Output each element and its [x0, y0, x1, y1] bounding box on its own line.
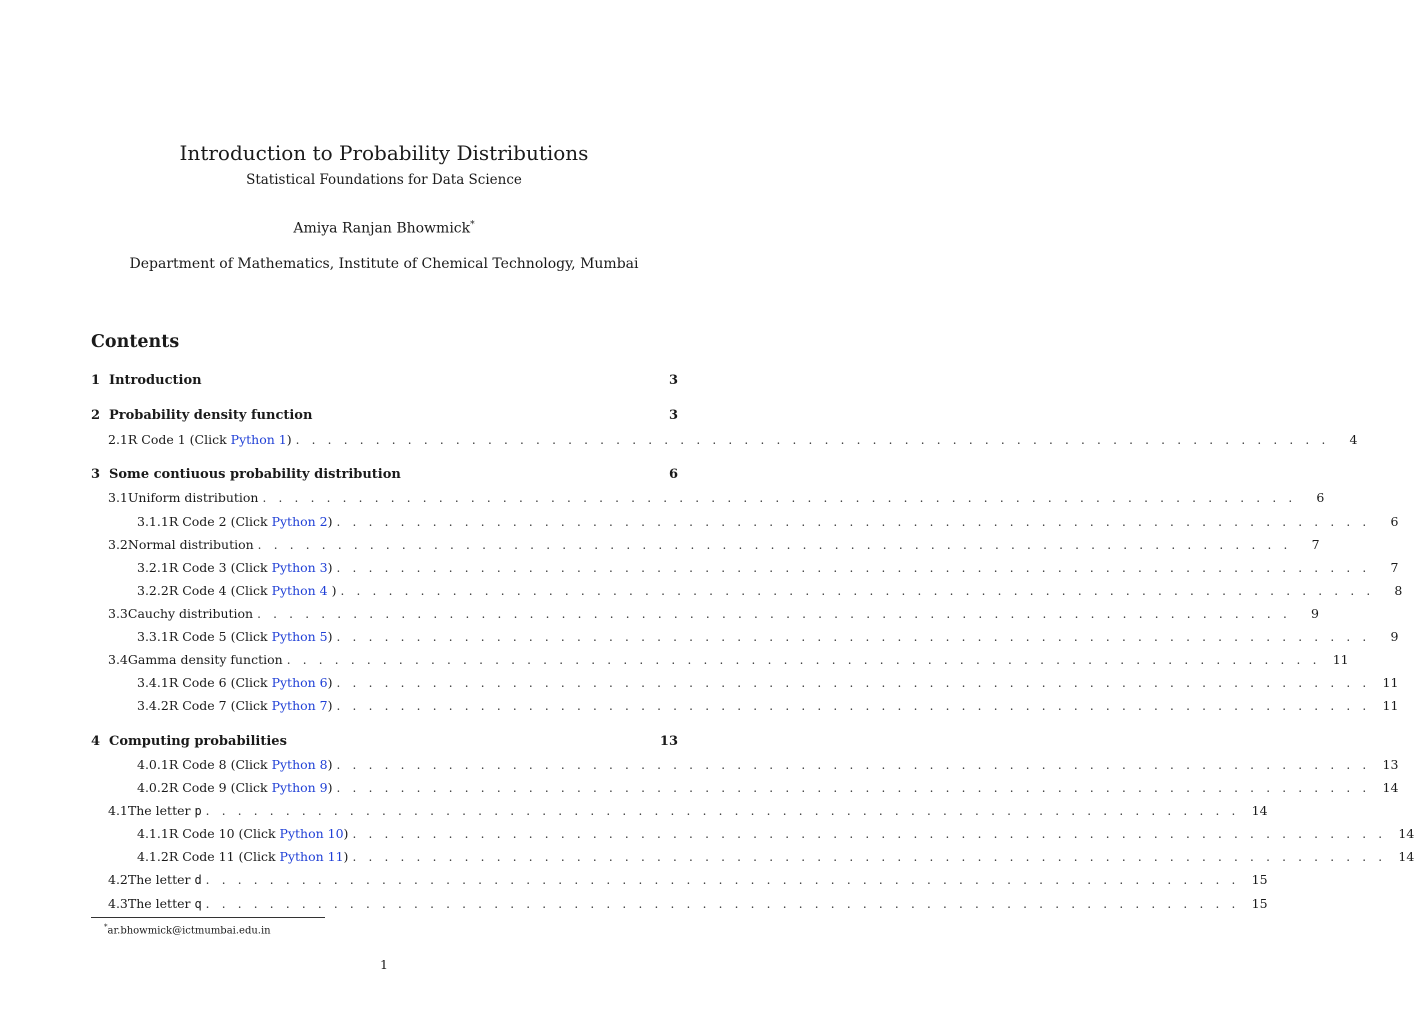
toc-subsubsection-3-2-1[interactable]	[137, 558, 1399, 578]
toc-page: 3	[668, 373, 678, 388]
toc-label-text: )	[327, 675, 333, 690]
toc-label-text: R Code 3 (Click	[168, 560, 272, 575]
python-link[interactable]: Python 11	[279, 849, 344, 864]
toc-label-text: )	[327, 629, 333, 644]
toc-page: 15	[1251, 896, 1268, 911]
toc-section-1[interactable]	[91, 371, 678, 391]
toc-page: 11	[1382, 698, 1399, 713]
toc-subsection-2-1[interactable]	[108, 430, 1358, 450]
toc-number: 3.3	[108, 606, 128, 621]
footnote-mark: *	[104, 923, 108, 931]
toc-label	[169, 696, 333, 716]
toc-label-text: )	[327, 514, 333, 529]
python-link[interactable]: Python 4	[271, 583, 328, 598]
toc-page: 6	[1316, 490, 1325, 505]
toc-number: 4.1.2	[137, 849, 169, 864]
toc-section-3[interactable]	[91, 465, 678, 485]
toc-number: 4.3	[108, 896, 128, 911]
leader-dots: . . . . . . . . . . . . . . . . . . . . . . . . . . . . . . . . . . . . . . . . . . . . . . . . . . . . . . . . . . . . . . . . .	[336, 781, 1371, 795]
leader-dots: . . . . . . . . . . . . . . . . . . . . . . . . . . . . . . . . . . . . . . . . . . . . . . . . . . . . . . . . . . . . . . . . .	[336, 758, 1371, 772]
toc-subsection-3-1[interactable]	[108, 488, 1325, 508]
leader-dots: . . . . . . . . . . . . . . . . . . . . . . . . . . . . . . . . . . . . . . . . . . . . . . . . . . . . . . . . . . . . . . . . .	[336, 676, 1371, 690]
toc-label-text: R Code 1 (Click	[127, 432, 231, 447]
leader-dots: . . . . . . . . . . . . . . . . . . . . . . . . . . . . . . . . . . . . . . . . . . . . . . . . . . . . . . . . . . . . . . . . .	[336, 515, 1371, 529]
toc-subsubsection-3-2-2[interactable]	[137, 581, 1403, 601]
toc-page: 9	[1390, 629, 1399, 644]
toc-subsection-4-1[interactable]	[108, 801, 1268, 821]
toc-page: 6	[1390, 514, 1399, 529]
toc-label	[169, 558, 333, 578]
toc-label: Uniform distribution	[127, 490, 259, 505]
toc-page: 7	[1311, 537, 1320, 552]
toc-subsubsection-3-3-1[interactable]	[137, 627, 1399, 647]
toc-label-text: R Code 7 (Click	[168, 698, 272, 713]
toc-page: 11	[1332, 652, 1349, 667]
toc-label	[128, 870, 202, 890]
toc-label-text: R Code 5 (Click	[168, 629, 272, 644]
python-link[interactable]: Python 8	[271, 757, 328, 772]
toc-label	[169, 847, 349, 867]
page-number: 1	[380, 957, 388, 972]
toc-label-text: )	[286, 432, 292, 447]
leader-dots: . . . . . . . . . . . . . . . . . . . . . . . . . . . . . . . . . . . . . . . . . . . . . . . . . . . . . . . . . . . . . . . . .	[205, 804, 1240, 818]
toc-label: Cauchy distribution	[127, 606, 254, 621]
toc-number: 3.4	[108, 652, 128, 667]
toc-label	[128, 894, 202, 914]
toc-label-text: R Code 8 (Click	[168, 757, 272, 772]
leader-dots: . . . . . . . . . . . . . . . . . . . . . . . . . . . . . . . . . . . . . . . . . . . . . . . . . . . . . . . . . . . . . . . . .	[295, 433, 1330, 447]
toc-number: 4	[91, 734, 101, 749]
toc-subsection-4-2[interactable]	[108, 870, 1268, 890]
toc-subsubsection-3-1-1[interactable]	[137, 512, 1399, 532]
toc-label-text: )	[327, 698, 333, 713]
document-subtitle: Statistical Foundations for Data Science	[246, 172, 522, 188]
toc-subsubsection-3-4-1[interactable]	[137, 673, 1399, 693]
toc-label-text: R Code 9 (Click	[168, 780, 272, 795]
leader-dots: . . . . . . . . . . . . . . . . . . . . . . . . . . . . . . . . . . . . . . . . . . . . . . . . . . . . . . . . . . . . . . . . .	[352, 850, 1387, 864]
toc-subsubsection-4-1-2[interactable]	[137, 847, 1414, 867]
toc-subsection-4-3[interactable]	[108, 894, 1268, 914]
author-footnote-mark: *	[470, 220, 475, 230]
python-link[interactable]: Python 3	[271, 560, 328, 575]
toc-label-text: )	[327, 560, 333, 575]
toc-label	[128, 801, 202, 821]
contents-heading: Contents	[91, 332, 180, 352]
python-link[interactable]: Python 1	[230, 432, 287, 447]
toc-label: Computing probabilities	[109, 734, 287, 749]
code-letter: p	[194, 804, 202, 818]
toc-label	[169, 512, 333, 532]
python-link[interactable]: Python 5	[271, 629, 328, 644]
toc-label	[169, 581, 337, 601]
toc-number: 3.2	[108, 537, 128, 552]
toc-label-text: )	[327, 583, 337, 598]
toc-label: Gamma density function	[127, 652, 283, 667]
python-link[interactable]: Python 7	[271, 698, 328, 713]
leader-dots: . . . . . . . . . . . . . . . . . . . . . . . . . . . . . . . . . . . . . . . . . . . . . . . . . . . . . . . . . . . . . . . . .	[336, 561, 1371, 575]
leader-dots: . . . . . . . . . . . . . . . . . . . . . . . . . . . . . . . . . . . . . . . . . . . . . . . . . . . . . . . . . . . . . . . . .	[336, 699, 1371, 713]
toc-page: 14	[1398, 849, 1414, 864]
toc-section-4[interactable]	[91, 732, 678, 752]
footnote-email[interactable]: ar.bhowmick@ictmumbai.edu.in	[107, 925, 271, 937]
toc-number: 3.4.2	[137, 698, 169, 713]
toc-number: 3.4.1	[137, 675, 169, 690]
python-link[interactable]: Python 10	[279, 826, 344, 841]
leader-dots: . . . . . . . . . . . . . . . . . . . . . . . . . . . . . . . . . . . . . . . . . . . . . . . . . . . . . . . . . . . . . . . . .	[205, 897, 1240, 911]
toc-section-2[interactable]	[91, 406, 678, 426]
leader-dots: . . . . . . . . . . . . . . . . . . . . . . . . . . . . . . . . . . . . . . . . . . . . . . . . . . . . . . . . . . . . . . . . .	[340, 584, 1375, 598]
toc-page: 13	[1382, 757, 1399, 772]
toc-label	[169, 627, 333, 647]
footnote-rule	[91, 917, 325, 918]
toc-label	[169, 778, 333, 798]
toc-label-text: R Code 10 (Click	[168, 826, 280, 841]
toc-label-text: )	[343, 826, 349, 841]
toc-subsubsection-4-1-1[interactable]	[137, 824, 1414, 844]
code-letter: d	[194, 873, 202, 887]
toc-label: Introduction	[109, 373, 202, 388]
toc-number: 4.1	[108, 803, 128, 818]
leader-dots: . . . . . . . . . . . . . . . . . . . . . . . . . . . . . . . . . . . . . . . . . . . . . . . . . . . . . . . . . . . . . . . . .	[205, 873, 1240, 887]
leader-dots: . . . . . . . . . . . . . . . . . . . . . . . . . . . . . . . . . . . . . . . . . . . . . . . . . . . . . . . . . . . . . . . . .	[257, 607, 1291, 621]
footnote	[104, 921, 271, 937]
toc-number: 4.0.1	[137, 757, 169, 772]
toc-page: 14	[1398, 826, 1414, 841]
leader-dots: . . . . . . . . . . . . . . . . . . . . . . . . . . . . . . . . . . . . . . . . . . . . . . . . . . . . . . . . . . . . . . . . .	[262, 491, 1297, 505]
toc-label-text: The letter	[127, 803, 195, 818]
toc-subsubsection-4-0-1[interactable]	[137, 755, 1399, 775]
toc-page: 15	[1251, 872, 1268, 887]
leader-dots: . . . . . . . . . . . . . . . . . . . . . . . . . . . . . . . . . . . . . . . . . . . . . . . . . . . . . . . . . . . . . . . . .	[257, 538, 1292, 552]
leader-dots: . . . . . . . . . . . . . . . . . . . . . . . . . . . . . . . . . . . . . . . . . . . . . . . . . . . . . . . . . . . . . . . . .	[286, 653, 1321, 667]
toc-page: 14	[1382, 780, 1399, 795]
python-link[interactable]: Python 2	[271, 514, 328, 529]
affiliation: Department of Mathematics, Institute of Chemical Technology, Mumbai	[129, 256, 639, 272]
toc-subsubsection-4-0-2[interactable]	[137, 778, 1399, 798]
python-link[interactable]: Python 9	[271, 780, 328, 795]
toc-number: 2.1	[108, 432, 128, 447]
toc-number: 3.1.1	[137, 514, 169, 529]
toc-number: 3.3.1	[137, 629, 169, 644]
toc-subsubsection-3-4-2[interactable]	[137, 696, 1399, 716]
toc-label-text: R Code 4 (Click	[168, 583, 272, 598]
toc-label	[169, 824, 349, 844]
toc-label-text: The letter	[127, 872, 195, 887]
toc-label-text: R Code 6 (Click	[168, 675, 272, 690]
toc-page: 8	[1394, 583, 1403, 598]
toc-label	[128, 430, 292, 450]
author-name: Amiya Ranjan Bhowmick	[293, 220, 471, 237]
author-line	[0, 216, 768, 238]
leader-dots: . . . . . . . . . . . . . . . . . . . . . . . . . . . . . . . . . . . . . . . . . . . . . . . . . . . . . . . . . . . . . . . . .	[336, 630, 1371, 644]
code-letter: q	[194, 897, 202, 911]
toc-number: 3.1	[108, 490, 128, 505]
toc-label-text: R Code 11 (Click	[168, 849, 280, 864]
toc-page: 6	[668, 467, 678, 482]
toc-page: 9	[1311, 606, 1319, 621]
python-link[interactable]: Python 6	[271, 675, 328, 690]
toc-label-text: The letter	[127, 896, 195, 911]
toc-label	[169, 755, 333, 775]
toc-number: 3.2.1	[137, 560, 169, 575]
toc-number: 2	[91, 408, 101, 423]
toc-label: Normal distribution	[127, 537, 254, 552]
toc-subsection-3-2[interactable]	[108, 535, 1320, 555]
toc-page: 13	[659, 734, 678, 749]
toc-label: Probability density function	[109, 408, 313, 423]
leader-dots: . . . . . . . . . . . . . . . . . . . . . . . . . . . . . . . . . . . . . . . . . . . . . . . . . . . . . . . . . . . . . . . . .	[352, 827, 1387, 841]
toc-page: 7	[1390, 560, 1399, 575]
toc-number: 4.1.1	[137, 826, 169, 841]
toc-number: 4.2	[108, 872, 128, 887]
toc-page: 11	[1382, 675, 1399, 690]
document-title: Introduction to Probability Distributions	[179, 141, 589, 165]
toc-number: 1	[91, 373, 101, 388]
toc-number: 3	[91, 467, 101, 482]
toc-label-text: )	[343, 849, 349, 864]
toc-subsection-3-4[interactable]	[108, 650, 1349, 670]
toc-label-text: )	[327, 757, 333, 772]
toc-label-text: )	[327, 780, 333, 795]
toc-number: 3.2.2	[137, 583, 169, 598]
toc-label	[169, 673, 333, 693]
toc-page: 3	[668, 408, 678, 423]
toc-page: 4	[1349, 432, 1358, 447]
toc-subsection-3-3[interactable]	[108, 604, 1319, 624]
toc-label-text: R Code 2 (Click	[168, 514, 272, 529]
toc-page: 14	[1251, 803, 1268, 818]
toc-number: 4.0.2	[137, 780, 169, 795]
toc-label: Some contiuous probability distribution	[109, 467, 401, 482]
